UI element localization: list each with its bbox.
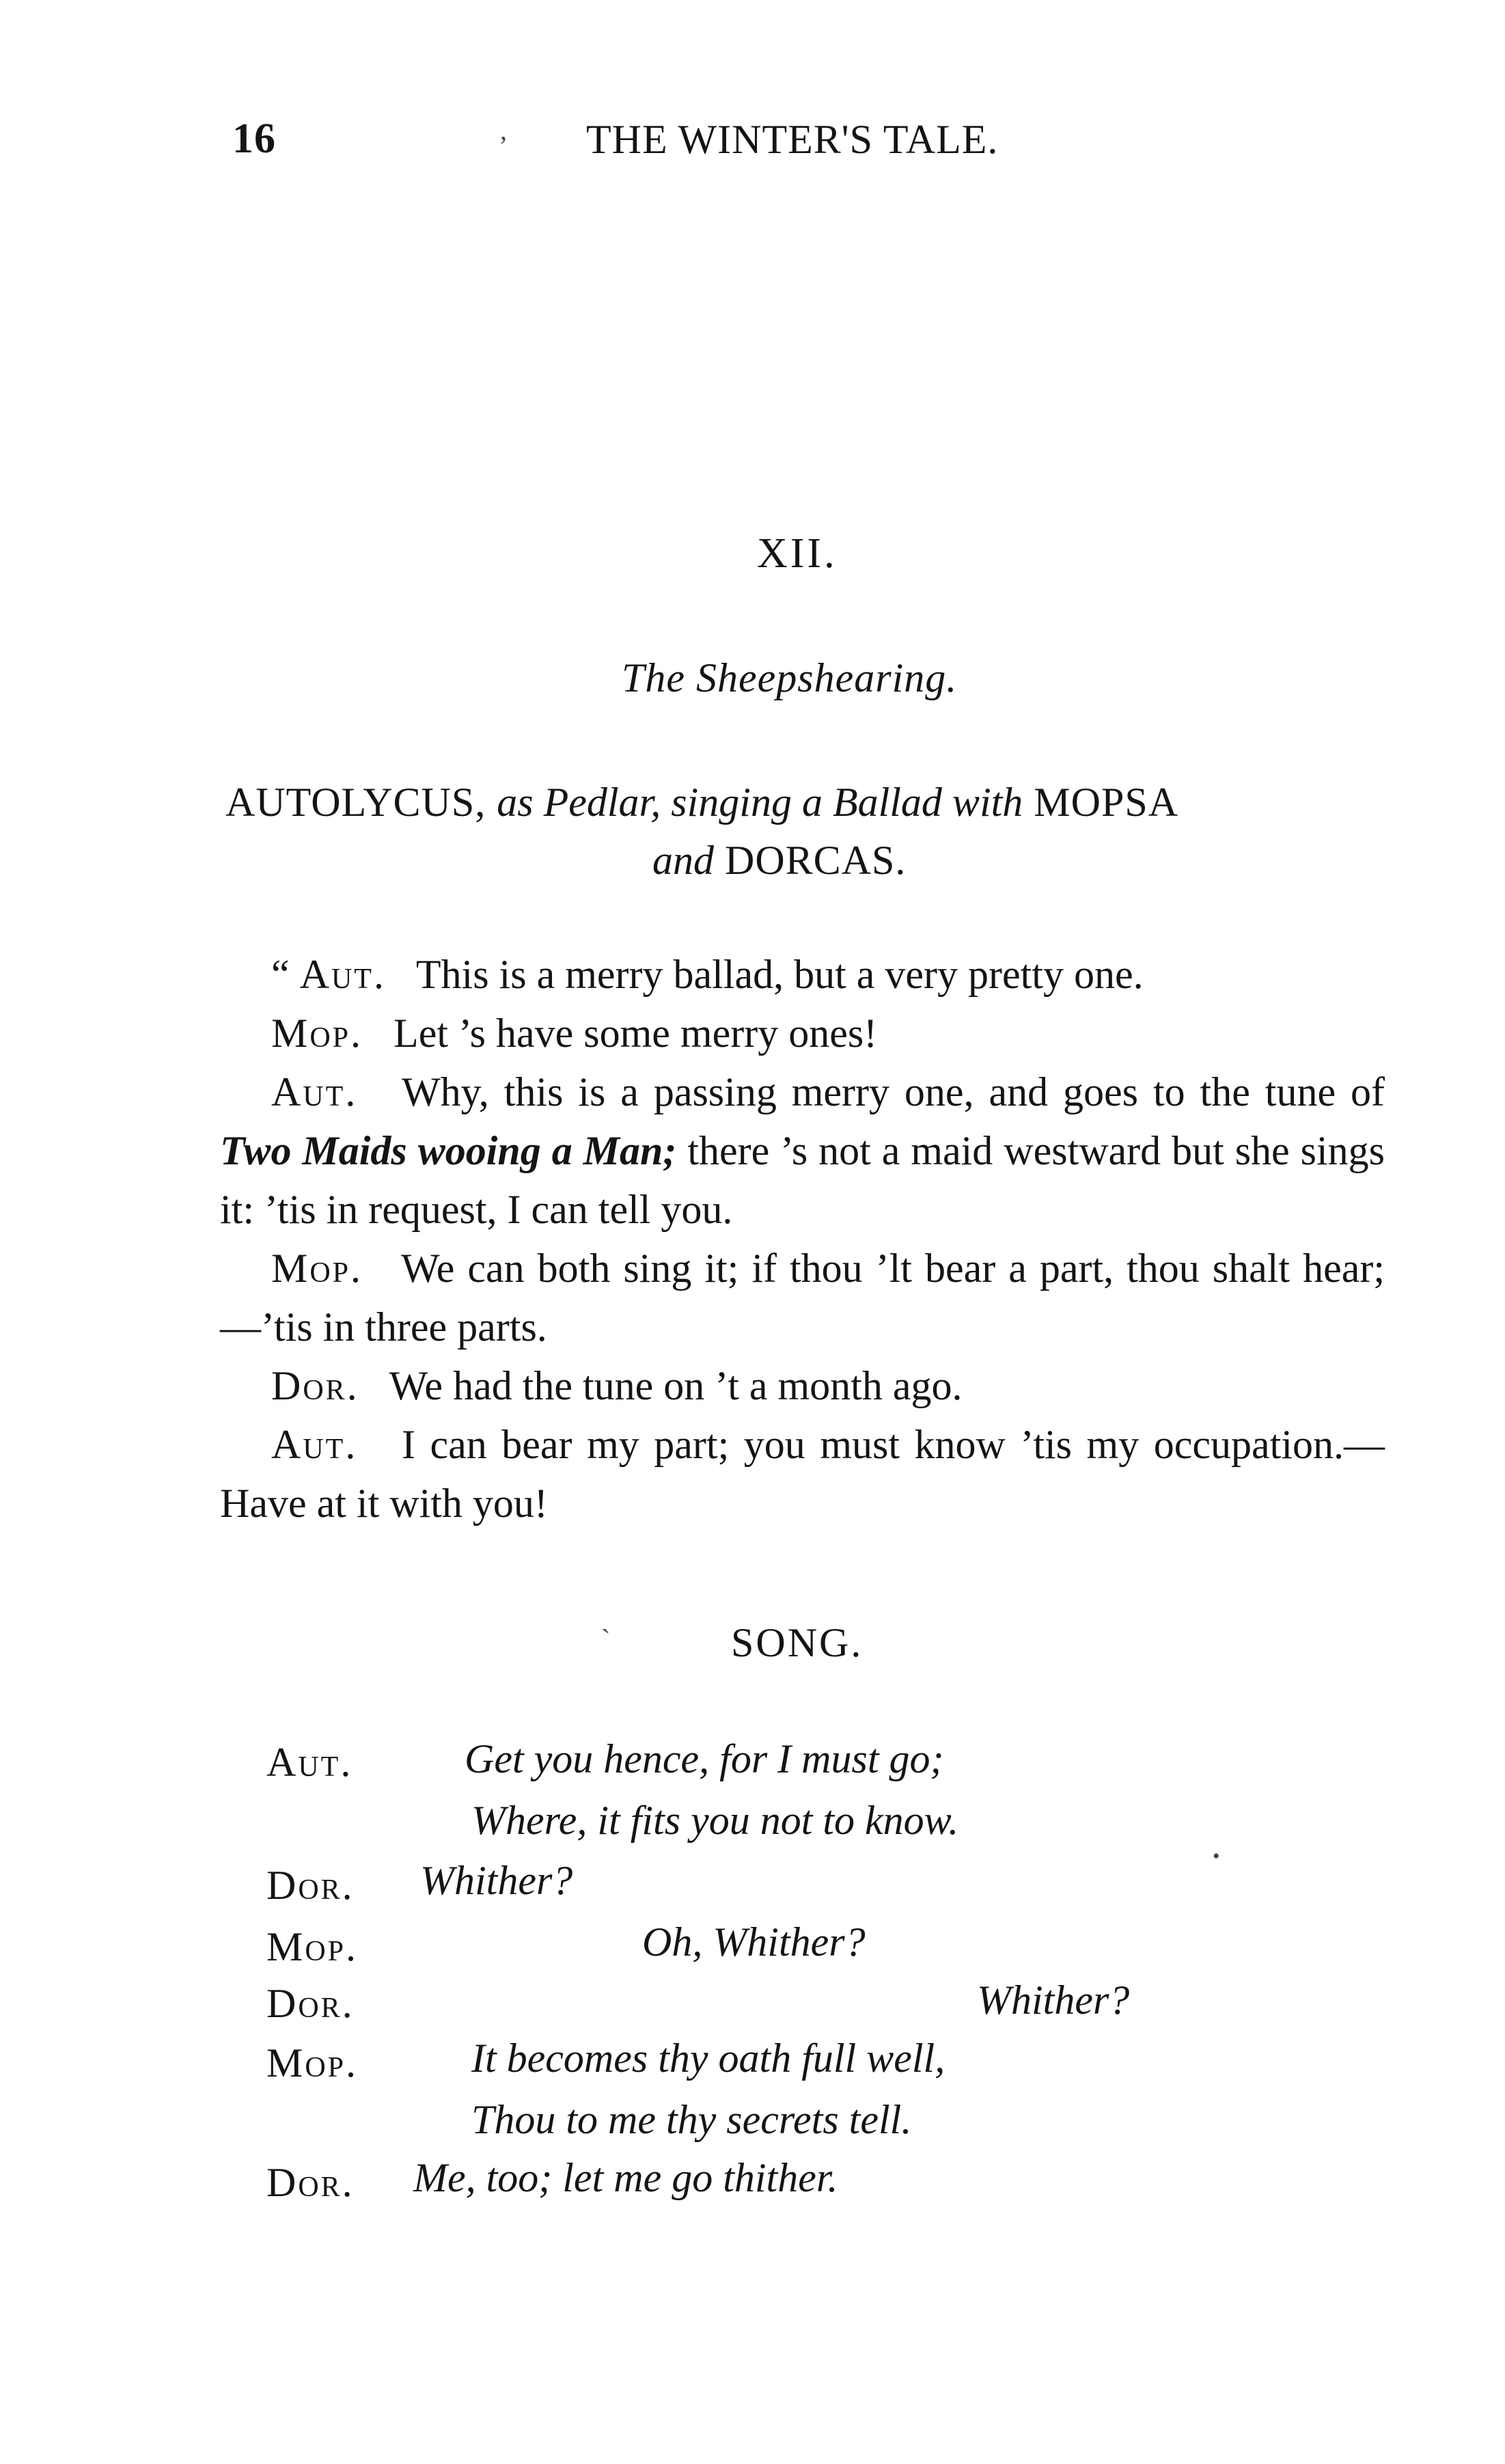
dialogue-text: I can bear my part; you must know ’tis my occupation.—Have at it with you! xyxy=(220,1422,1385,1526)
dialogue-paragraph xyxy=(220,1415,1385,1533)
song-line: Thou to me thy secrets tell. xyxy=(471,2097,912,2142)
dialogue-text: Why, this is a passing merry one, and goes to the tune of xyxy=(402,1069,1385,1114)
stage-direction-italic: and xyxy=(652,838,714,883)
speaker-label: Aut. xyxy=(271,1422,358,1467)
song-line: Where, it fits you not to know. xyxy=(471,1798,959,1843)
song-speaker: Mop. xyxy=(266,1924,359,1969)
speaker-label: Mop. xyxy=(271,1246,363,1291)
dialogue-text: We can both sing it; if thou ’lt bear a part, thou shalt hear;—’tis in three parts. xyxy=(220,1246,1385,1350)
song-line: Whither? xyxy=(977,1977,1130,2023)
speaker-label: Aut. xyxy=(299,952,386,997)
ballad-title: Two Maids wooing a Man; xyxy=(220,1128,677,1173)
dialogue-paragraph xyxy=(220,1004,1385,1063)
song-speaker: Aut. xyxy=(266,1740,353,1785)
character-name: MOPSA xyxy=(1034,780,1179,825)
song-heading: SONG. xyxy=(731,1620,864,1665)
song-speaker: Dor. xyxy=(266,1863,355,1908)
song-speaker: Dor. xyxy=(266,1981,355,2026)
stage-direction-italic: as Pedlar, singing a Ballad with xyxy=(497,780,1023,825)
speaker-label: Mop. xyxy=(271,1011,363,1056)
song-speaker: Mop. xyxy=(266,2040,359,2085)
song-line: Get you hence, for I must go; xyxy=(465,1736,944,1781)
print-speck: ʼ xyxy=(499,131,508,161)
dialogue-text: This is a merry ballad, but a very pretty one. xyxy=(415,952,1144,997)
song-line: Whither? xyxy=(420,1858,573,1903)
character-name: DORCAS. xyxy=(725,838,907,883)
print-speck: ˋ xyxy=(601,1624,611,1654)
dialogue-text: Let ’s have some merry ones! xyxy=(393,1011,878,1056)
song-line: Me, too; let me go thither. xyxy=(413,2155,838,2200)
character-name: AUTOLYCUS, xyxy=(225,780,486,825)
page-number: 16 xyxy=(232,115,276,162)
dialogue-text: there ’s not a maid westward but she sings it: ’tis in request, I can tell you. xyxy=(220,1128,1385,1232)
dialogue-paragraph xyxy=(220,1356,1385,1415)
print-speck: • xyxy=(1213,1845,1220,1867)
stage-direction-line-2 xyxy=(652,837,906,884)
song-line: Oh, Whither? xyxy=(642,1919,866,1965)
speaker-label: Aut. xyxy=(271,1069,358,1114)
opening-quote: “ xyxy=(271,952,290,997)
dialogue-paragraph xyxy=(220,1239,1385,1356)
dialogue-text: We had the tune on ’t a month ago. xyxy=(389,1363,963,1408)
section-title: The Sheepshearing. xyxy=(622,655,958,700)
dialogue-paragraph xyxy=(220,1063,1385,1239)
speaker-label: Dor. xyxy=(271,1363,359,1408)
song-speaker: Dor. xyxy=(266,2160,355,2205)
stage-direction-line-1 xyxy=(225,779,1178,826)
song-line: It becomes thy oath full well, xyxy=(471,2036,945,2081)
section-number: XII. xyxy=(757,530,838,577)
dialogue-paragraph xyxy=(220,945,1385,1004)
running-title: THE WINTER'S TALE. xyxy=(586,117,999,162)
dialogue-block xyxy=(220,945,1385,1533)
